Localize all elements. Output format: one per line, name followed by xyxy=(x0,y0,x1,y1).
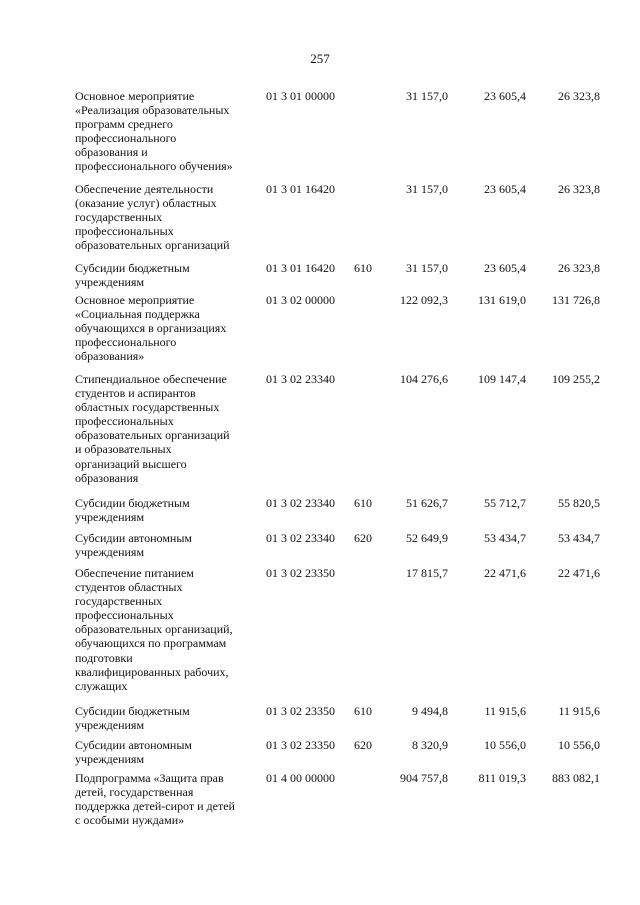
row-code: 01 3 02 23350 xyxy=(266,704,335,718)
row-value-year-3: 53 434,7 xyxy=(558,531,600,545)
row-expense-type: 610 xyxy=(354,704,372,718)
row-name: Субсидии бюджетным учреждениям xyxy=(75,704,190,733)
row-expense-type: 620 xyxy=(354,738,372,752)
row-code: 01 4 00 00000 xyxy=(266,771,335,785)
row-expense-type: 610 xyxy=(354,496,372,510)
row-code: 01 3 02 23340 xyxy=(266,496,335,510)
row-value-year-3: 883 082,1 xyxy=(552,771,600,785)
row-name: Основное мероприятие «Социальная поддержка обучающихся в организациях профессионального образования» xyxy=(75,293,227,364)
row-name: Подпрограмма «Защита прав детей, государственная поддержка детей-сирот и детей с особыми нуждами» xyxy=(75,771,235,828)
row-value-year-3: 109 255,2 xyxy=(552,372,600,386)
row-value-year-1: 51 626,7 xyxy=(406,496,448,510)
row-name: Основное мероприятие «Реализация образовательных программ среднего профессионального образования и профессионального обучения» xyxy=(75,89,233,174)
row-name: Обеспечение деятельности (оказание услуг) областных государственных профессиональных образовательных организаций xyxy=(75,182,230,253)
row-name: Субсидии бюджетным учреждениям xyxy=(75,496,190,525)
row-value-year-3: 55 820,5 xyxy=(558,496,600,510)
row-value-year-1: 31 157,0 xyxy=(406,89,448,103)
row-value-year-3: 26 323,8 xyxy=(558,261,600,275)
row-value-year-3: 131 726,8 xyxy=(552,293,600,307)
row-value-year-3: 26 323,8 xyxy=(558,182,600,196)
row-value-year-3: 26 323,8 xyxy=(558,89,600,103)
row-name: Субсидии автономным учреждениям xyxy=(75,531,192,560)
row-value-year-2: 55 712,7 xyxy=(484,496,526,510)
row-expense-type: 620 xyxy=(354,531,372,545)
row-value-year-2: 22 471,6 xyxy=(484,566,526,580)
row-value-year-2: 811 019,3 xyxy=(478,771,526,785)
row-value-year-1: 9 494,8 xyxy=(412,704,448,718)
row-name: Обеспечение питанием студентов областных государственных профессиональных образовательных организаций, обучающихся по программам подготовки квалифицированных рабочих, служащих xyxy=(75,566,233,693)
row-value-year-2: 10 556,0 xyxy=(484,738,526,752)
row-code: 01 3 02 23340 xyxy=(266,531,335,545)
row-value-year-2: 23 605,4 xyxy=(484,89,526,103)
row-value-year-1: 104 276,6 xyxy=(400,372,448,386)
row-value-year-2: 23 605,4 xyxy=(484,261,526,275)
row-value-year-2: 53 434,7 xyxy=(484,531,526,545)
page-number: 257 xyxy=(310,51,330,66)
row-value-year-2: 131 619,0 xyxy=(478,293,526,307)
row-value-year-1: 17 815,7 xyxy=(406,566,448,580)
row-value-year-3: 22 471,6 xyxy=(558,566,600,580)
row-value-year-1: 31 157,0 xyxy=(406,182,448,196)
row-value-year-3: 11 915,6 xyxy=(558,704,600,718)
row-code: 01 3 01 00000 xyxy=(266,89,335,103)
row-code: 01 3 01 16420 xyxy=(266,261,335,275)
row-code: 01 3 02 23350 xyxy=(266,566,335,580)
row-value-year-1: 52 649,9 xyxy=(406,531,448,545)
row-value-year-1: 122 092,3 xyxy=(400,293,448,307)
row-name: Стипендиальное обеспечение студентов и аспирантов областных государственных профессиональных образовательных организаций и образовательных организаций высшего образования xyxy=(75,372,230,485)
row-code: 01 3 01 16420 xyxy=(266,182,335,196)
row-value-year-1: 31 157,0 xyxy=(406,261,448,275)
row-code: 01 3 02 23350 xyxy=(266,738,335,752)
row-value-year-1: 904 757,8 xyxy=(400,771,448,785)
row-value-year-2: 11 915,6 xyxy=(484,704,526,718)
row-value-year-1: 8 320,9 xyxy=(412,738,448,752)
row-code: 01 3 02 23340 xyxy=(266,372,335,386)
row-name: Субсидии автономным учреждениям xyxy=(75,738,192,767)
row-value-year-2: 109 147,4 xyxy=(478,372,526,386)
row-value-year-2: 23 605,4 xyxy=(484,182,526,196)
row-name: Субсидии бюджетным учреждениям xyxy=(75,261,190,290)
row-expense-type: 610 xyxy=(354,261,372,275)
row-code: 01 3 02 00000 xyxy=(266,293,335,307)
row-value-year-3: 10 556,0 xyxy=(558,738,600,752)
